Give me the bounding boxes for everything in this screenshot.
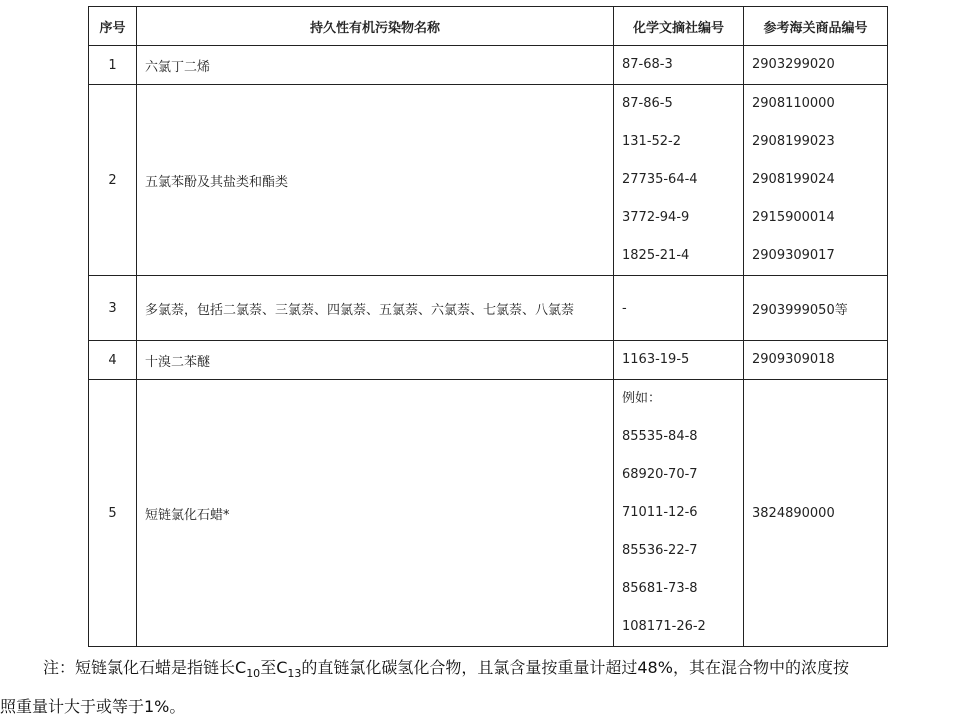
cas-number: 1825-21-4: [622, 248, 690, 263]
row-serial: 5: [89, 380, 137, 647]
header-customs-code: 参考海关商品编号: [744, 7, 888, 46]
row-cas-cell: [614, 380, 744, 647]
customs-code: 2903299020: [752, 57, 835, 72]
footnote-line-2: 照重量计大于或等于1%。: [0, 697, 186, 716]
customs-code: 2909309017: [752, 248, 835, 263]
table-header-row: [89, 7, 888, 46]
row-serial: 4: [89, 341, 137, 380]
cas-number: 27735-64-4: [622, 172, 698, 187]
row-pollutant-name: 短链氯化石蜡*: [137, 380, 614, 647]
row-pollutant-name: 多氯萘，包括二氯萘、三氯萘、四氯萘、五氯萘、六氯萘、七氯萘、八氯萘: [137, 276, 614, 341]
cas-number: -: [622, 300, 627, 316]
customs-code: 2908199023: [752, 134, 835, 149]
customs-code: 3824890000: [752, 505, 835, 521]
footnote-text: 至C: [260, 658, 288, 677]
cas-number: 85535-84-8: [622, 429, 698, 444]
header-pollutant-name: 持久性有机污染物名称: [137, 7, 614, 46]
row-pollutant-name: 六氯丁二烯: [137, 46, 614, 85]
table-row: [89, 46, 888, 85]
row-serial: 1: [89, 46, 137, 85]
footnote-text: 注：短链氯化石蜡是指链长C: [43, 658, 247, 677]
row-pollutant-name: 十溴二苯醚: [137, 341, 614, 380]
footnote-text: 的直链氯化碳氢化合物，且氯含量按重量计超过48%，其在混合物中的浓度按: [301, 658, 849, 677]
row-cas-cell: [614, 341, 744, 380]
row-customs-cell: [744, 380, 888, 647]
footnote-line-1: [0, 648, 960, 687]
header-serial: 序号: [89, 7, 137, 46]
footnote: [0, 648, 960, 726]
table-row: [89, 380, 888, 647]
table-row: [89, 341, 888, 380]
footnote-subscript: 13: [287, 667, 302, 680]
cas-number: 108171-26-2: [622, 619, 706, 634]
row-serial: 2: [89, 85, 137, 276]
table-row: [89, 276, 888, 341]
table-row: [89, 85, 888, 276]
customs-code: 2908110000: [752, 96, 835, 111]
row-cas-cell: [614, 85, 744, 276]
row-serial: 3: [89, 276, 137, 341]
cas-number: 3772-94-9: [622, 210, 690, 225]
row-customs-cell: [744, 276, 888, 341]
row-customs-cell: [744, 85, 888, 276]
cas-number: 85536-22-7: [622, 543, 698, 558]
row-customs-cell: [744, 46, 888, 85]
cas-number: 71011-12-6: [622, 505, 698, 520]
cas-number: 85681-73-8: [622, 581, 698, 596]
cas-number: 87-68-3: [622, 57, 673, 72]
cas-number: 131-52-2: [622, 134, 682, 149]
row-cas-cell: [614, 46, 744, 85]
cas-number: 87-86-5: [622, 96, 673, 111]
footnote-subscript: 10: [246, 667, 261, 680]
cas-example-label: 例如：: [622, 391, 662, 406]
cas-number: 68920-70-7: [622, 467, 698, 482]
customs-code: 2903999050等: [752, 302, 848, 318]
customs-code: 2915900014: [752, 210, 835, 225]
row-pollutant-name: 五氯苯酚及其盐类和酯类: [137, 85, 614, 276]
customs-code: 2909309018: [752, 352, 835, 367]
row-cas-cell: [614, 276, 744, 341]
row-customs-cell: [744, 341, 888, 380]
cas-number: 1163-19-5: [622, 352, 690, 367]
header-cas-number: 化学文摘社编号: [614, 7, 744, 46]
customs-code: 2908199024: [752, 172, 835, 187]
pop-table: [88, 6, 888, 647]
